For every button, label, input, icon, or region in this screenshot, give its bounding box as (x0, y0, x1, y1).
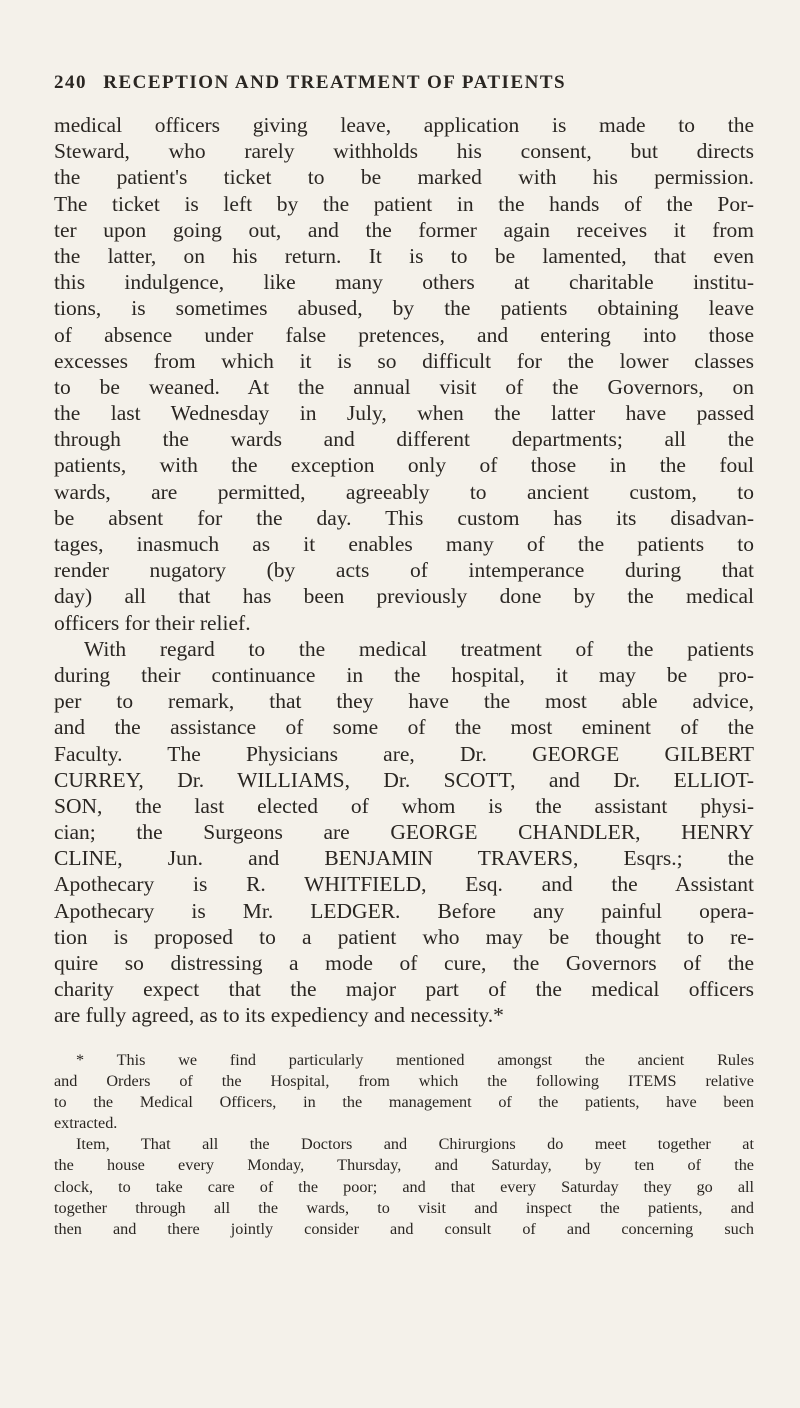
footnote-line: * This we find particularly mentioned amongst the ancient Rules (76, 1051, 754, 1069)
text-line: day) all that has been previously done by the medical (54, 584, 754, 609)
text-line: the latter, on his return. It is to be lamented, that even (54, 243, 754, 268)
text-line: The ticket is left by the patient in the hands of the Por- (54, 191, 754, 216)
text-line: of absence under false pretences, and entering into those (54, 322, 754, 347)
footnote-line: and Orders of the Hospital, from which the following ITEMS relative (54, 1072, 754, 1091)
text-line: wards, are permitted, agreeably to ancient custom, to (54, 479, 754, 504)
text-line: tions, is sometimes abused, by the patients obtaining leave (54, 296, 754, 321)
text-line: tion is proposed to a patient who may be thought to re- (54, 924, 754, 949)
text-line: through the wards and different departments; all the (54, 427, 754, 452)
text-line: per to remark, that they have the most able advice, (54, 689, 754, 714)
text-line: Steward, who rarely withholds his consent, but directs (54, 139, 754, 164)
text-line: are fully agreed, as to its expediency and necessity.* (54, 1003, 504, 1028)
text-line: CURREY, Dr. WILLIAMS, Dr. SCOTT, and Dr. ELLIOT- (54, 767, 754, 792)
footnote-line: the house every Monday, Thursday, and Saturday, by ten of the (54, 1156, 754, 1175)
text-line: tages, inasmuch as it enables many of the patients to (54, 532, 754, 556)
footnote-line: clock, to take care of the poor; and that every Saturday they go all (54, 1177, 754, 1196)
main-text (54, 112, 754, 1029)
footnote-line: Item, That all the Doctors and Chirurgions do meet together at (76, 1135, 754, 1154)
text-line: Faculty. The Physicians are, Dr. GEORGE GILBERT (54, 741, 754, 766)
footnote (54, 1050, 754, 1240)
text-line: SON, the last elected of whom is the assistant physi- (54, 793, 754, 818)
footnote-line: then and there jointly consider and consult of and concerning such (54, 1219, 754, 1238)
text-line: Apothecary is Mr. LEDGER. Before any painful opera- (54, 898, 754, 923)
text-line: officers for their relief. (54, 610, 251, 635)
running-title: RECEPTION AND TREATMENT OF PATIENTS (103, 72, 567, 93)
text-line: during their continuance in the hospital, it may be pro- (54, 662, 754, 687)
page-number: 240 (54, 72, 87, 93)
text-line: the patient's ticket to be marked with his permission. (54, 165, 754, 190)
footnote-line: extracted. (54, 1114, 118, 1133)
text-line: and the assistance of some of the most eminent of the (54, 715, 754, 740)
text-line: With regard to the medical treatment of the patients (84, 636, 754, 661)
text-line: patients, with the exception only of those in the foul (54, 453, 754, 478)
text-line: this indulgence, like many others at charitable institu- (54, 270, 754, 295)
text-line: charity expect that the major part of the medical officers (54, 977, 754, 1002)
text-line: ter upon going out, and the former again receives it from (54, 217, 754, 242)
text-line: be absent for the day. This custom has its disadvan- (54, 505, 754, 530)
text-line: CLINE, Jun. and BENJAMIN TRAVERS, Esqrs.; the (54, 846, 754, 871)
text-line: medical officers giving leave, application is made to the (54, 113, 754, 137)
running-head (54, 72, 754, 94)
footnote-line: together through all the wards, to visit and inspect the patients, and (54, 1198, 754, 1217)
text-line: quire so distressing a mode of cure, the Governors of the (54, 951, 754, 975)
text-line: to be weaned. At the annual visit of the Governors, on (54, 374, 754, 399)
footnote-line: to the Medical Officers, in the management of the patients, have been (54, 1093, 754, 1112)
text-line: excesses from which it is so difficult for the lower classes (54, 348, 754, 373)
text-line: render nugatory (by acts of intemperance during that (54, 558, 754, 583)
text-line: cian; the Surgeons are GEORGE CHANDLER, HENRY (54, 820, 754, 845)
text-line: Apothecary is R. WHITFIELD, Esq. and the Assistant (54, 872, 754, 897)
text-line: the last Wednesday in July, when the latter have passed (54, 401, 754, 426)
